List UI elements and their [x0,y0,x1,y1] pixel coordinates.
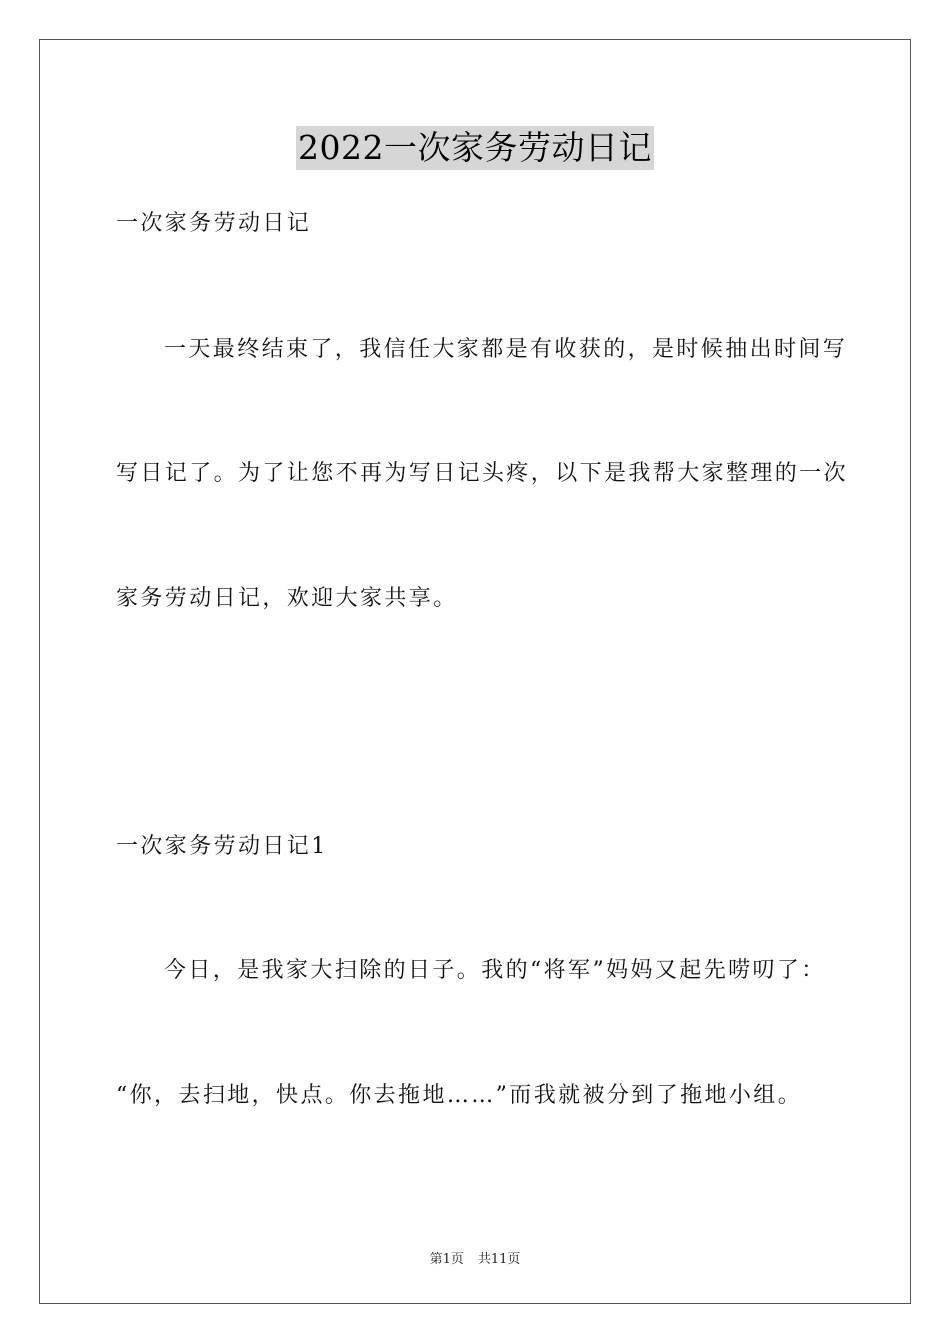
document-title: 2022一次家务劳动日记 [296,126,654,170]
paragraph-line: 今日，是我家大扫除的日子。我的“将军”妈妈又起先唠叨了： [164,958,826,983]
page-total: 共11页 [477,1252,521,1267]
paragraph-line: “你，去扫地，快点。你去拖地……”而我就被分到了拖地小组。 [116,1083,803,1108]
subtitle: 一次家务劳动日记 [116,211,312,236]
paragraph-line: 家务劳动日记，欢迎大家共享。 [116,586,458,611]
paragraph-line: 写日记了。为了让您不再为写日记头疼，以下是我帮大家整理的一次 [116,461,849,486]
page-number: 第1页 [429,1252,464,1267]
section-heading: 一次家务劳动日记1 [116,834,328,859]
page-footer [0,1248,950,1267]
paragraph-line: 一天最终结束了，我信任大家都是有收获的，是时候抽出时间写 [164,337,848,362]
document-title-wrap [0,126,950,170]
